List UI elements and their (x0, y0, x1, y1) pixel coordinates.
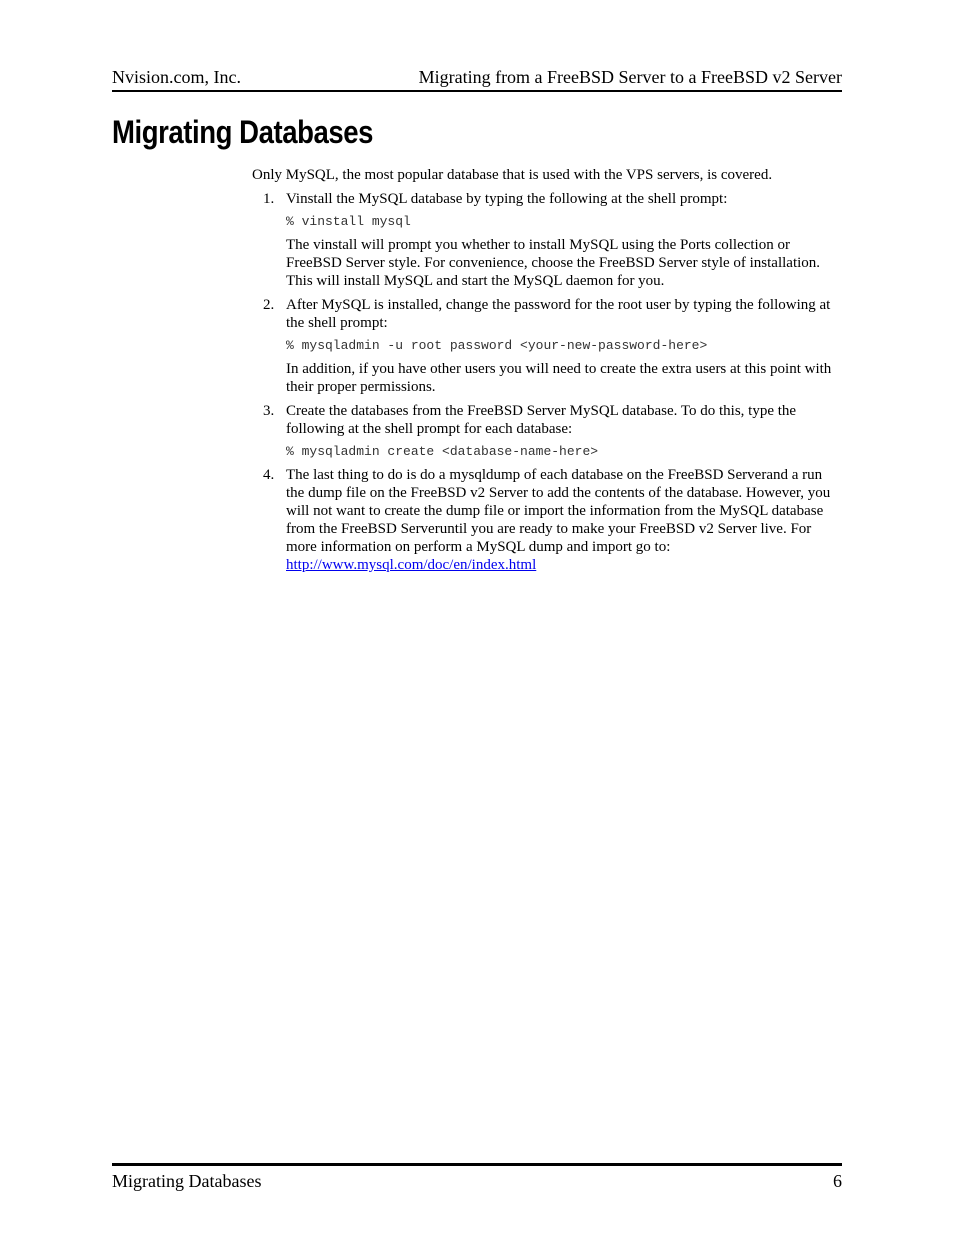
mysql-docs-link[interactable]: http://www.mysql.com/doc/en/index.html (286, 557, 537, 573)
code-command: % vinstall mysql (286, 214, 411, 229)
list-item-step-2 (252, 296, 844, 396)
step-text: After MySQL is installed, change the password for the root user by typing the following at the shell prompt: (286, 297, 831, 331)
list-item-step-4 (252, 466, 844, 574)
list-item-step-3 (252, 402, 844, 460)
page-header (112, 66, 842, 92)
step-number: 1. (263, 191, 275, 207)
footer-page-number: 6 (833, 1171, 842, 1191)
list-item-step-1 (252, 190, 844, 290)
code-command: % mysqladmin -u root password <your-new-password-here> (286, 338, 708, 353)
section-title: Migrating Databases (112, 114, 373, 150)
step-text: Vinstall the MySQL database by typing the following at the shell prompt: (286, 191, 728, 207)
step-note: In addition, if you have other users you will need to create the extra users at this point with their proper permissions. (286, 361, 832, 395)
section-body (252, 166, 844, 580)
code-command: % mysqladmin create <database-name-here> (286, 444, 599, 459)
step-number: 2. (263, 297, 275, 313)
step-text: Create the databases from the FreeBSD Server MySQL database. To do this, type the following at the shell prompt for each database: (286, 403, 797, 437)
step-number: 3. (263, 403, 275, 419)
step-number: 4. (263, 467, 275, 483)
intro-paragraph: Only MySQL, the most popular database that is used with the VPS servers, is covered. (252, 167, 773, 183)
page-footer (112, 1163, 842, 1191)
header-document-title: Migrating from a FreeBSD Server to a FreeBSD v2 Server (418, 67, 842, 87)
header-company: Nvision.com, Inc. (112, 67, 241, 87)
step-text: The last thing to do is do a mysqldump of each database on the FreeBSD Serverand a run the dump file on the FreeBSD v2 Server to add the contents of the database. However, you will not want to create the dump file or import the information from the MySQL database from the FreeBSD Serveruntil you are ready to make your FreeBSD v2 Server live. For more information on perform a MySQL dump and import go to: (286, 467, 831, 555)
steps-list (252, 190, 844, 574)
footer-section-name: Migrating Databases (112, 1171, 262, 1191)
step-note: The vinstall will prompt you whether to install MySQL using the Ports collection or FreeBSD Server style. For convenience, choose the FreeBSD Server style of installation. This will install MySQL and start the MySQL daemon for you. (286, 237, 821, 289)
